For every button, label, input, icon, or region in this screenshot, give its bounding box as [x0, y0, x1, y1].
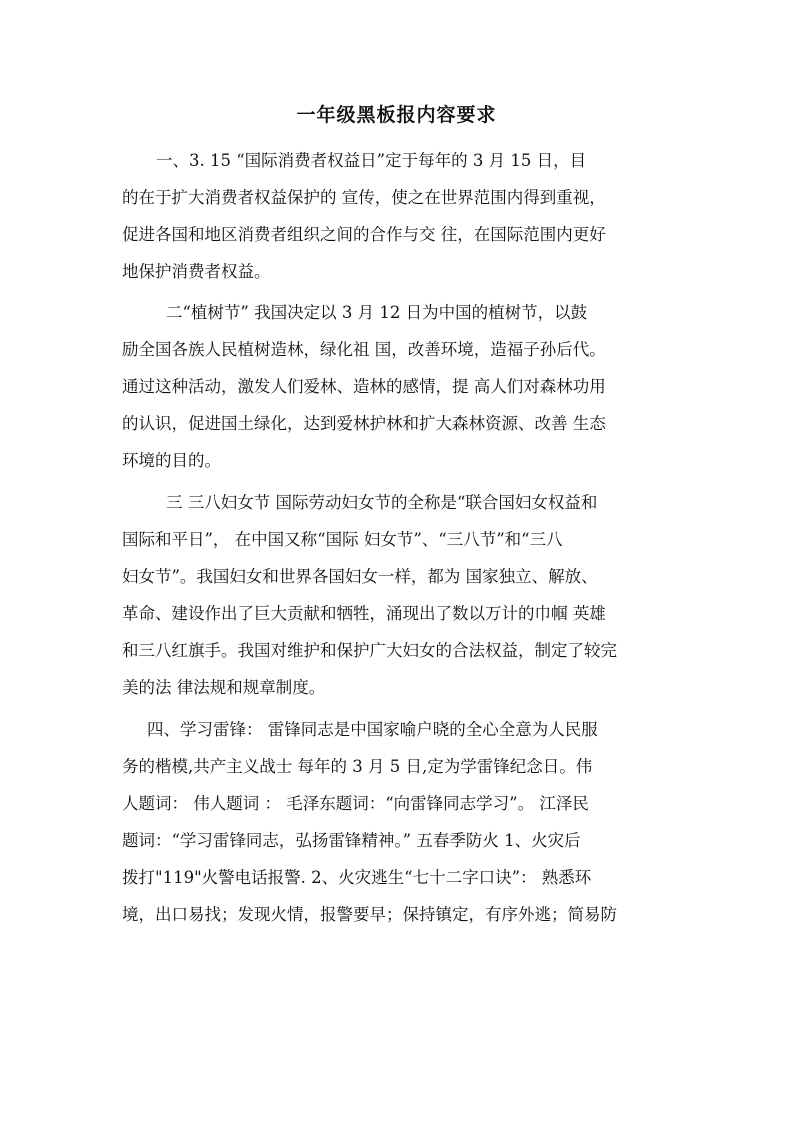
paragraph-line: 拨打"119"火警电话报警. 2、火灾逃生“七十二字口诀”： 熟悉环 [122, 868, 592, 887]
paragraph-line: 三 三八妇女节 国际劳动妇女节的全称是“联合国妇女权益和 [166, 493, 598, 512]
document-body [122, 142, 684, 938]
paragraph-line: 题词：“学习雷锋同志，弘扬雷锋精神。” 五春季防火 1、火灾后 [122, 831, 581, 850]
paragraph-line: 的认识，促进国土绿化，达到爱林护林和扩大森林资源、改善 生态 [122, 414, 606, 433]
paragraph-line: 励全国各族人民植树造林，绿化祖 国，改善环境，造福子孙后代。 [122, 340, 606, 359]
paragraph-line: 美的法 律法规和规章制度。 [122, 678, 326, 697]
paragraph-line: 四、学习雷锋： 雷锋同志是中国家喻户晓的全心全意为人民服 [147, 720, 598, 739]
page-title: 一年级黑板报内容要求 [296, 104, 497, 126]
paragraph-consumer-rights-day [122, 142, 684, 290]
paragraph-line: 务的楷模,共产主义战士 每年的 3 月 5 日,定为学雷锋纪念日。伟 [122, 757, 593, 776]
paragraph-line: 妇女节”。我国妇女和世界各国妇女一样，都为 国家独立、解放、 [122, 567, 598, 586]
paragraph-womens-day [122, 484, 684, 706]
paragraph-line: 环境的目的。 [122, 451, 221, 470]
paragraph-line: 一、3. 15 “国际消费者权益日”定于每年的 3 月 15 日，目 [156, 151, 587, 170]
paragraph-line: 和三八红旗手。我国对维护和保护广大妇女的合法权益，制定了较完 [122, 641, 617, 660]
paragraph-line: 境，出口易找；发现火情，报警要早；保持镇定，有序外逃；简易防 [122, 905, 617, 924]
paragraph-line: 促进各国和地区消费者组织之间的合作与交 往，在国际范围内更好 [122, 225, 606, 244]
paragraph-line: 通过这种活动，激发人们爱林、造林的感情，提 高人们对森林功用 [122, 377, 606, 396]
paragraph-learn-from-leifeng [122, 711, 684, 933]
paragraph-line: 国际和平日”， 在中国又称“国际 妇女节”、“三八节”和“三八 [122, 530, 563, 549]
paragraph-line: 人题词： 伟人题词 ： 毛泽东题词：“向雷锋同志学习”。 江泽民 [122, 794, 589, 813]
paragraph-arbor-day [122, 294, 684, 479]
paragraph-line: 的在于扩大消费者权益保护的 宣传，使之在世界范围内得到重视， [122, 188, 606, 207]
paragraph-line: 革命、建设作出了巨大贡献和牺牲，涌现出了数以万计的巾帼 英雄 [122, 604, 606, 623]
paragraph-line: 地保护消费者权益。 [122, 262, 271, 281]
paragraph-line: 二“植树节” 我国决定以 3 月 12 日为中国的植树节，以鼓 [166, 303, 588, 322]
